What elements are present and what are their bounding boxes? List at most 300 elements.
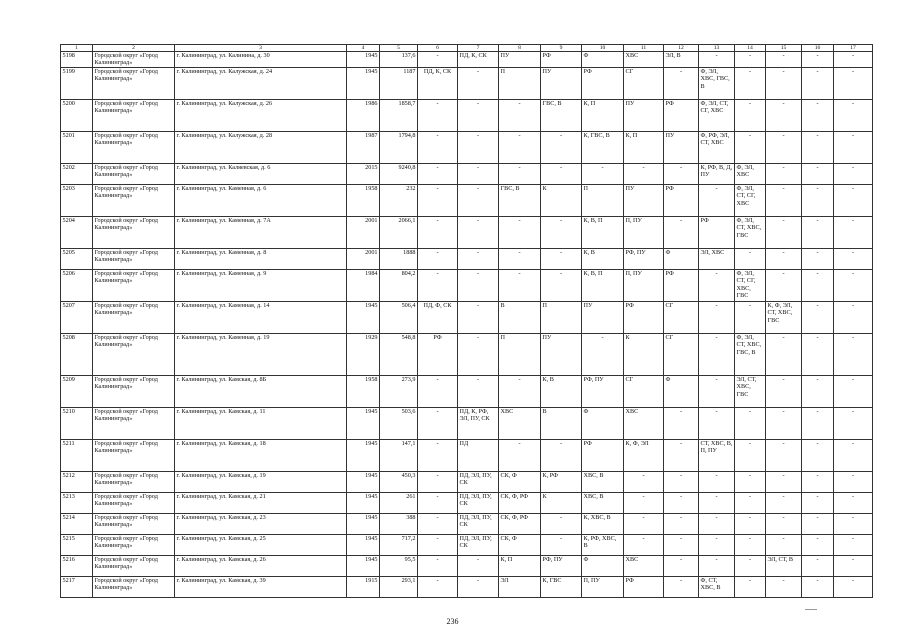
- col6-cell: -: [418, 492, 458, 513]
- col14-cell: Ф, ЭЛ, ХВС: [735, 163, 766, 184]
- col13-cell: -: [699, 492, 735, 513]
- col15-cell: -: [766, 163, 802, 184]
- col9-cell: ГВС, В: [541, 99, 582, 131]
- col10-cell: Ф: [582, 52, 624, 68]
- year-cell: 1945: [347, 534, 380, 555]
- col12-cell: ЭЛ, В: [664, 52, 699, 68]
- address-cell: г. Калининград, ул. Камская, д. 23: [175, 513, 347, 534]
- year-cell: 1984: [347, 269, 380, 301]
- table-row: [61, 216, 873, 248]
- address-cell: г. Калининград, ул. Калинина, д. 30: [175, 52, 347, 68]
- row-number: 5198: [61, 52, 93, 68]
- row-number: 5201: [61, 131, 93, 163]
- row-number: 5209: [61, 375, 93, 407]
- header-row: [61, 45, 873, 52]
- col11-cell: К, Ф, ЭЛ: [624, 439, 664, 471]
- col17-cell: -: [834, 184, 873, 216]
- address-cell: г. Калининград, ул. Камская, д. 21: [175, 492, 347, 513]
- row-number: 5208: [61, 333, 93, 375]
- col6-cell: РФ: [418, 333, 458, 375]
- col9-cell: В: [541, 407, 582, 439]
- col7-cell: -: [458, 216, 499, 248]
- col16-cell: -: [802, 184, 834, 216]
- area-cell: 9240,8: [380, 163, 418, 184]
- year-cell: 1945: [347, 471, 380, 492]
- col14-cell: -: [735, 99, 766, 131]
- table-row: [61, 513, 873, 534]
- col16-cell: -: [802, 407, 834, 439]
- owner-cell: Городской округ «Город Калининград»: [93, 576, 175, 597]
- col11-cell: СГ: [624, 67, 664, 99]
- col14-cell: Ф, ЭЛ, СТ, СГ, ХВС, ГВС: [735, 269, 766, 301]
- col16-cell: -: [802, 67, 834, 99]
- row-number: 5212: [61, 471, 93, 492]
- col8-cell: СК, Ф: [499, 534, 541, 555]
- col16-cell: -: [802, 131, 834, 163]
- col16-cell: -: [802, 99, 834, 131]
- col9-cell: РФ, ПУ: [541, 555, 582, 576]
- col15-cell: -: [766, 513, 802, 534]
- col13-cell: РФ: [699, 216, 735, 248]
- col7-cell: -: [458, 131, 499, 163]
- table-row: [61, 184, 873, 216]
- col15-cell: -: [766, 216, 802, 248]
- col10-cell: П, ПУ: [582, 576, 624, 597]
- col8-cell: -: [499, 439, 541, 471]
- col11-cell: К: [624, 333, 664, 375]
- col12-cell: РФ: [664, 184, 699, 216]
- col9-cell: -: [541, 439, 582, 471]
- col11-cell: П, ПУ: [624, 269, 664, 301]
- col10-cell: Ф: [582, 407, 624, 439]
- table-row: [61, 492, 873, 513]
- col17-cell: -: [834, 248, 873, 269]
- area-cell: 503,6: [380, 407, 418, 439]
- col8-cell: -: [499, 375, 541, 407]
- col7-cell: ПД, ЭЛ, ПУ, СК: [458, 534, 499, 555]
- row-number: 5214: [61, 513, 93, 534]
- column-number: 6: [418, 45, 458, 52]
- col11-cell: ПУ: [624, 99, 664, 131]
- column-number: 17: [834, 45, 873, 52]
- area-cell: 1858,7: [380, 99, 418, 131]
- owner-cell: Городской округ «Город Калининград»: [93, 333, 175, 375]
- column-number: 7: [458, 45, 499, 52]
- owner-cell: Городской округ «Город Калининград»: [93, 184, 175, 216]
- col6-cell: ПД, К, СК: [418, 67, 458, 99]
- col17-cell: -: [834, 333, 873, 375]
- col15-cell: -: [766, 576, 802, 597]
- col15-cell: -: [766, 375, 802, 407]
- column-number: 8: [499, 45, 541, 52]
- col14-cell: -: [735, 555, 766, 576]
- year-cell: 1958: [347, 375, 380, 407]
- col17-cell: -: [834, 216, 873, 248]
- owner-cell: Городской округ «Город Калининград»: [93, 269, 175, 301]
- year-cell: 1945: [347, 52, 380, 68]
- col13-cell: -: [699, 52, 735, 68]
- col11-cell: РФ: [624, 301, 664, 333]
- col15-cell: -: [766, 534, 802, 555]
- col10-cell: К, В: [582, 248, 624, 269]
- col10-cell: К, П: [582, 99, 624, 131]
- col12-cell: Ф: [664, 248, 699, 269]
- col16-cell: -: [802, 301, 834, 333]
- col6-cell: -: [418, 52, 458, 68]
- col17-cell: -: [834, 407, 873, 439]
- col6-cell: ПД, Ф, СК: [418, 301, 458, 333]
- col15-cell: -: [766, 99, 802, 131]
- row-number: 5199: [61, 67, 93, 99]
- col9-cell: -: [541, 216, 582, 248]
- area-cell: 506,4: [380, 301, 418, 333]
- col16-cell: -: [802, 52, 834, 68]
- col12-cell: -: [664, 576, 699, 597]
- address-cell: г. Калининград, ул. Каменная, д. 19: [175, 333, 347, 375]
- owner-cell: Городской округ «Город Калининград»: [93, 555, 175, 576]
- year-cell: 1945: [347, 492, 380, 513]
- col7-cell: ПД, К, СК: [458, 52, 499, 68]
- row-number: 5216: [61, 555, 93, 576]
- col11-cell: -: [624, 471, 664, 492]
- owner-cell: Городской округ «Город Калининград»: [93, 248, 175, 269]
- col7-cell: -: [458, 269, 499, 301]
- col11-cell: ХВС: [624, 52, 664, 68]
- area-cell: 147,1: [380, 439, 418, 471]
- col13-cell: К, РФ, В, Д, ПУ: [699, 163, 735, 184]
- col10-cell: К, В, П: [582, 216, 624, 248]
- page-number: 236: [446, 617, 459, 626]
- row-number: 5215: [61, 534, 93, 555]
- col10-cell: П: [582, 184, 624, 216]
- col8-cell: -: [499, 99, 541, 131]
- col14-cell: ЭЛ, СТ, ХВС, ГВС: [735, 375, 766, 407]
- col11-cell: -: [624, 492, 664, 513]
- col8-cell: -: [499, 131, 541, 163]
- area-cell: 232: [380, 184, 418, 216]
- area-cell: 388: [380, 513, 418, 534]
- col6-cell: -: [418, 163, 458, 184]
- owner-cell: Городской округ «Город Калининград»: [93, 492, 175, 513]
- address-cell: г. Калининград, ул. Калужская, д. 24: [175, 67, 347, 99]
- col16-cell: -: [802, 163, 834, 184]
- col7-cell: -: [458, 67, 499, 99]
- col17-cell: -: [834, 439, 873, 471]
- col12-cell: -: [664, 216, 699, 248]
- col11-cell: РФ, ПУ: [624, 248, 664, 269]
- col13-cell: -: [699, 269, 735, 301]
- scan-mark: [805, 609, 817, 610]
- col12-cell: Ф: [664, 375, 699, 407]
- col7-cell: -: [458, 248, 499, 269]
- table-row: [61, 576, 873, 597]
- col11-cell: РФ: [624, 576, 664, 597]
- area-cell: 548,8: [380, 333, 418, 375]
- col12-cell: -: [664, 163, 699, 184]
- col10-cell: ХВС, В: [582, 492, 624, 513]
- col8-cell: К, П: [499, 555, 541, 576]
- table-row: [61, 52, 873, 68]
- col10-cell: К, ГВС, В: [582, 131, 624, 163]
- col6-cell: -: [418, 216, 458, 248]
- col6-cell: -: [418, 248, 458, 269]
- col14-cell: -: [735, 576, 766, 597]
- owner-cell: Городской округ «Город Калининград»: [93, 513, 175, 534]
- col13-cell: -: [699, 184, 735, 216]
- table-row: [61, 99, 873, 131]
- col8-cell: П: [499, 333, 541, 375]
- year-cell: 1945: [347, 407, 380, 439]
- col16-cell: -: [802, 248, 834, 269]
- col8-cell: П: [499, 67, 541, 99]
- col14-cell: -: [735, 407, 766, 439]
- column-number: 4: [347, 45, 380, 52]
- col17-cell: -: [834, 513, 873, 534]
- address-cell: г. Калининград, ул. Каменная, д. 8: [175, 248, 347, 269]
- row-number: 5211: [61, 439, 93, 471]
- col8-cell: СК, Ф, РФ: [499, 492, 541, 513]
- col14-cell: Ф, ЭЛ, СТ, ХВС, ГВС: [735, 216, 766, 248]
- address-cell: г. Калининград, ул. Камская, д. 26: [175, 555, 347, 576]
- col6-cell: -: [418, 576, 458, 597]
- column-number: 12: [664, 45, 699, 52]
- col9-cell: К: [541, 492, 582, 513]
- col13-cell: ЭЛ, ХВС: [699, 248, 735, 269]
- col6-cell: -: [418, 439, 458, 471]
- col15-cell: -: [766, 67, 802, 99]
- col17-cell: -: [834, 67, 873, 99]
- col15-cell: -: [766, 131, 802, 163]
- table-row: [61, 163, 873, 184]
- col9-cell: К: [541, 184, 582, 216]
- row-number: 5206: [61, 269, 93, 301]
- col8-cell: ГВС, В: [499, 184, 541, 216]
- address-cell: г. Калининград, ул. Каменная, д. 6: [175, 184, 347, 216]
- col10-cell: К, В, П: [582, 269, 624, 301]
- col16-cell: -: [802, 471, 834, 492]
- col8-cell: ЭЛ: [499, 576, 541, 597]
- col8-cell: ХВС: [499, 407, 541, 439]
- address-cell: г. Калининград, ул. Камская, д. 25: [175, 534, 347, 555]
- col11-cell: К, П: [624, 131, 664, 163]
- col15-cell: -: [766, 471, 802, 492]
- address-cell: г. Калининград, ул. Калужская, д. 28: [175, 131, 347, 163]
- col17-cell: -: [834, 555, 873, 576]
- col16-cell: -: [802, 216, 834, 248]
- col17-cell: -: [834, 534, 873, 555]
- row-number: 5200: [61, 99, 93, 131]
- table-row: [61, 131, 873, 163]
- year-cell: 1945: [347, 301, 380, 333]
- area-cell: 293,1: [380, 576, 418, 597]
- col14-cell: -: [735, 492, 766, 513]
- col12-cell: -: [664, 492, 699, 513]
- col13-cell: -: [699, 407, 735, 439]
- row-number: 5205: [61, 248, 93, 269]
- col7-cell: -: [458, 375, 499, 407]
- col8-cell: -: [499, 163, 541, 184]
- col9-cell: К, В: [541, 375, 582, 407]
- col12-cell: РФ: [664, 269, 699, 301]
- col15-cell: -: [766, 439, 802, 471]
- col16-cell: -: [802, 576, 834, 597]
- column-number: 14: [735, 45, 766, 52]
- col10-cell: РФ: [582, 439, 624, 471]
- area-cell: 2066,1: [380, 216, 418, 248]
- area-cell: 95,5: [380, 555, 418, 576]
- owner-cell: Городской округ «Город Калининград»: [93, 67, 175, 99]
- col14-cell: -: [735, 52, 766, 68]
- table-row: [61, 439, 873, 471]
- col8-cell: В: [499, 301, 541, 333]
- owner-cell: Городской округ «Город Калининград»: [93, 375, 175, 407]
- column-number: 13: [699, 45, 735, 52]
- col6-cell: -: [418, 184, 458, 216]
- col16-cell: -: [802, 269, 834, 301]
- col13-cell: Ф, РФ, ЭЛ, СТ, ХВС: [699, 131, 735, 163]
- address-cell: г. Калининград, ул. Калужская, д. 26: [175, 99, 347, 131]
- address-cell: г. Калининград, ул. Камская, д. 39: [175, 576, 347, 597]
- col15-cell: -: [766, 184, 802, 216]
- area-cell: 261: [380, 492, 418, 513]
- col7-cell: -: [458, 576, 499, 597]
- row-number: 5204: [61, 216, 93, 248]
- col6-cell: -: [418, 131, 458, 163]
- col15-cell: -: [766, 269, 802, 301]
- col17-cell: -: [834, 131, 873, 163]
- area-cell: 1888: [380, 248, 418, 269]
- col7-cell: -: [458, 99, 499, 131]
- column-number: 5: [380, 45, 418, 52]
- col14-cell: -: [735, 67, 766, 99]
- col15-cell: К, Ф, ЭЛ, СТ, ХВС, ГВС: [766, 301, 802, 333]
- address-cell: г. Калининград, ул. Камская, д. 11: [175, 407, 347, 439]
- col9-cell: -: [541, 163, 582, 184]
- col11-cell: ХВС: [624, 407, 664, 439]
- area-cell: 273,9: [380, 375, 418, 407]
- col9-cell: -: [541, 513, 582, 534]
- col6-cell: -: [418, 471, 458, 492]
- col7-cell: ПД: [458, 439, 499, 471]
- col7-cell: ПД, ЭЛ, ПУ, СК: [458, 471, 499, 492]
- year-cell: 2001: [347, 248, 380, 269]
- year-cell: 1945: [347, 67, 380, 99]
- col9-cell: РФ: [541, 52, 582, 68]
- col11-cell: -: [624, 534, 664, 555]
- owner-cell: Городской округ «Город Калининград»: [93, 301, 175, 333]
- col7-cell: -: [458, 184, 499, 216]
- col13-cell: -: [699, 375, 735, 407]
- col12-cell: СГ: [664, 333, 699, 375]
- col13-cell: -: [699, 333, 735, 375]
- register-table: [60, 44, 873, 598]
- col17-cell: -: [834, 99, 873, 131]
- column-number: 3: [175, 45, 347, 52]
- col14-cell: -: [735, 131, 766, 163]
- table-row: [61, 301, 873, 333]
- col9-cell: ПУ: [541, 333, 582, 375]
- col12-cell: -: [664, 67, 699, 99]
- address-cell: г. Калининград, ул. Каменная, д. 7А: [175, 216, 347, 248]
- col7-cell: ПД, ЭЛ, ПУ, СК: [458, 492, 499, 513]
- col11-cell: -: [624, 163, 664, 184]
- col8-cell: -: [499, 216, 541, 248]
- table-row: [61, 333, 873, 375]
- address-cell: г. Калининград, ул. Каменная, д. 9: [175, 269, 347, 301]
- col15-cell: -: [766, 52, 802, 68]
- col7-cell: -: [458, 555, 499, 576]
- table-row: [61, 375, 873, 407]
- col9-cell: -: [541, 534, 582, 555]
- address-cell: г. Калининград, ул. Камская, д. 18: [175, 439, 347, 471]
- row-number: 5203: [61, 184, 93, 216]
- col6-cell: -: [418, 99, 458, 131]
- col6-cell: -: [418, 513, 458, 534]
- column-number: 2: [93, 45, 175, 52]
- year-cell: 2015: [347, 163, 380, 184]
- col7-cell: -: [458, 301, 499, 333]
- col9-cell: -: [541, 269, 582, 301]
- col16-cell: -: [802, 439, 834, 471]
- column-number: 10: [582, 45, 624, 52]
- col12-cell: -: [664, 555, 699, 576]
- col17-cell: -: [834, 375, 873, 407]
- col11-cell: ХВС: [624, 555, 664, 576]
- col17-cell: -: [834, 576, 873, 597]
- col15-cell: -: [766, 492, 802, 513]
- col6-cell: -: [418, 555, 458, 576]
- col8-cell: ПУ: [499, 52, 541, 68]
- table-row: [61, 248, 873, 269]
- col16-cell: -: [802, 513, 834, 534]
- col12-cell: СГ: [664, 301, 699, 333]
- col12-cell: -: [664, 439, 699, 471]
- col14-cell: -: [735, 439, 766, 471]
- col16-cell: -: [802, 333, 834, 375]
- col10-cell: К, ХВС, В: [582, 513, 624, 534]
- col9-cell: -: [541, 248, 582, 269]
- table-row: [61, 407, 873, 439]
- column-number: 1: [61, 45, 93, 52]
- col12-cell: РФ: [664, 99, 699, 131]
- col15-cell: -: [766, 248, 802, 269]
- address-cell: г. Калининград, ул. Камская, д. 8Б: [175, 375, 347, 407]
- address-cell: г. Калининград, ул. Каменная, д. 14: [175, 301, 347, 333]
- year-cell: 1945: [347, 513, 380, 534]
- col9-cell: ПУ: [541, 67, 582, 99]
- col10-cell: РФ: [582, 67, 624, 99]
- col7-cell: -: [458, 333, 499, 375]
- col6-cell: -: [418, 375, 458, 407]
- col10-cell: ПУ: [582, 301, 624, 333]
- table-row: [61, 555, 873, 576]
- col14-cell: -: [735, 471, 766, 492]
- col9-cell: К, ГВС: [541, 576, 582, 597]
- year-cell: 1945: [347, 555, 380, 576]
- row-number: 5202: [61, 163, 93, 184]
- table-row: [61, 471, 873, 492]
- col10-cell: -: [582, 163, 624, 184]
- year-cell: 1986: [347, 99, 380, 131]
- col14-cell: -: [735, 248, 766, 269]
- row-number: 5217: [61, 576, 93, 597]
- col8-cell: -: [499, 269, 541, 301]
- owner-cell: Городской округ «Город Калининград»: [93, 131, 175, 163]
- year-cell: 1929: [347, 333, 380, 375]
- year-cell: 2001: [347, 216, 380, 248]
- col13-cell: Ф, ЭЛ, ХВС, ГВС, В: [699, 67, 735, 99]
- col11-cell: -: [624, 513, 664, 534]
